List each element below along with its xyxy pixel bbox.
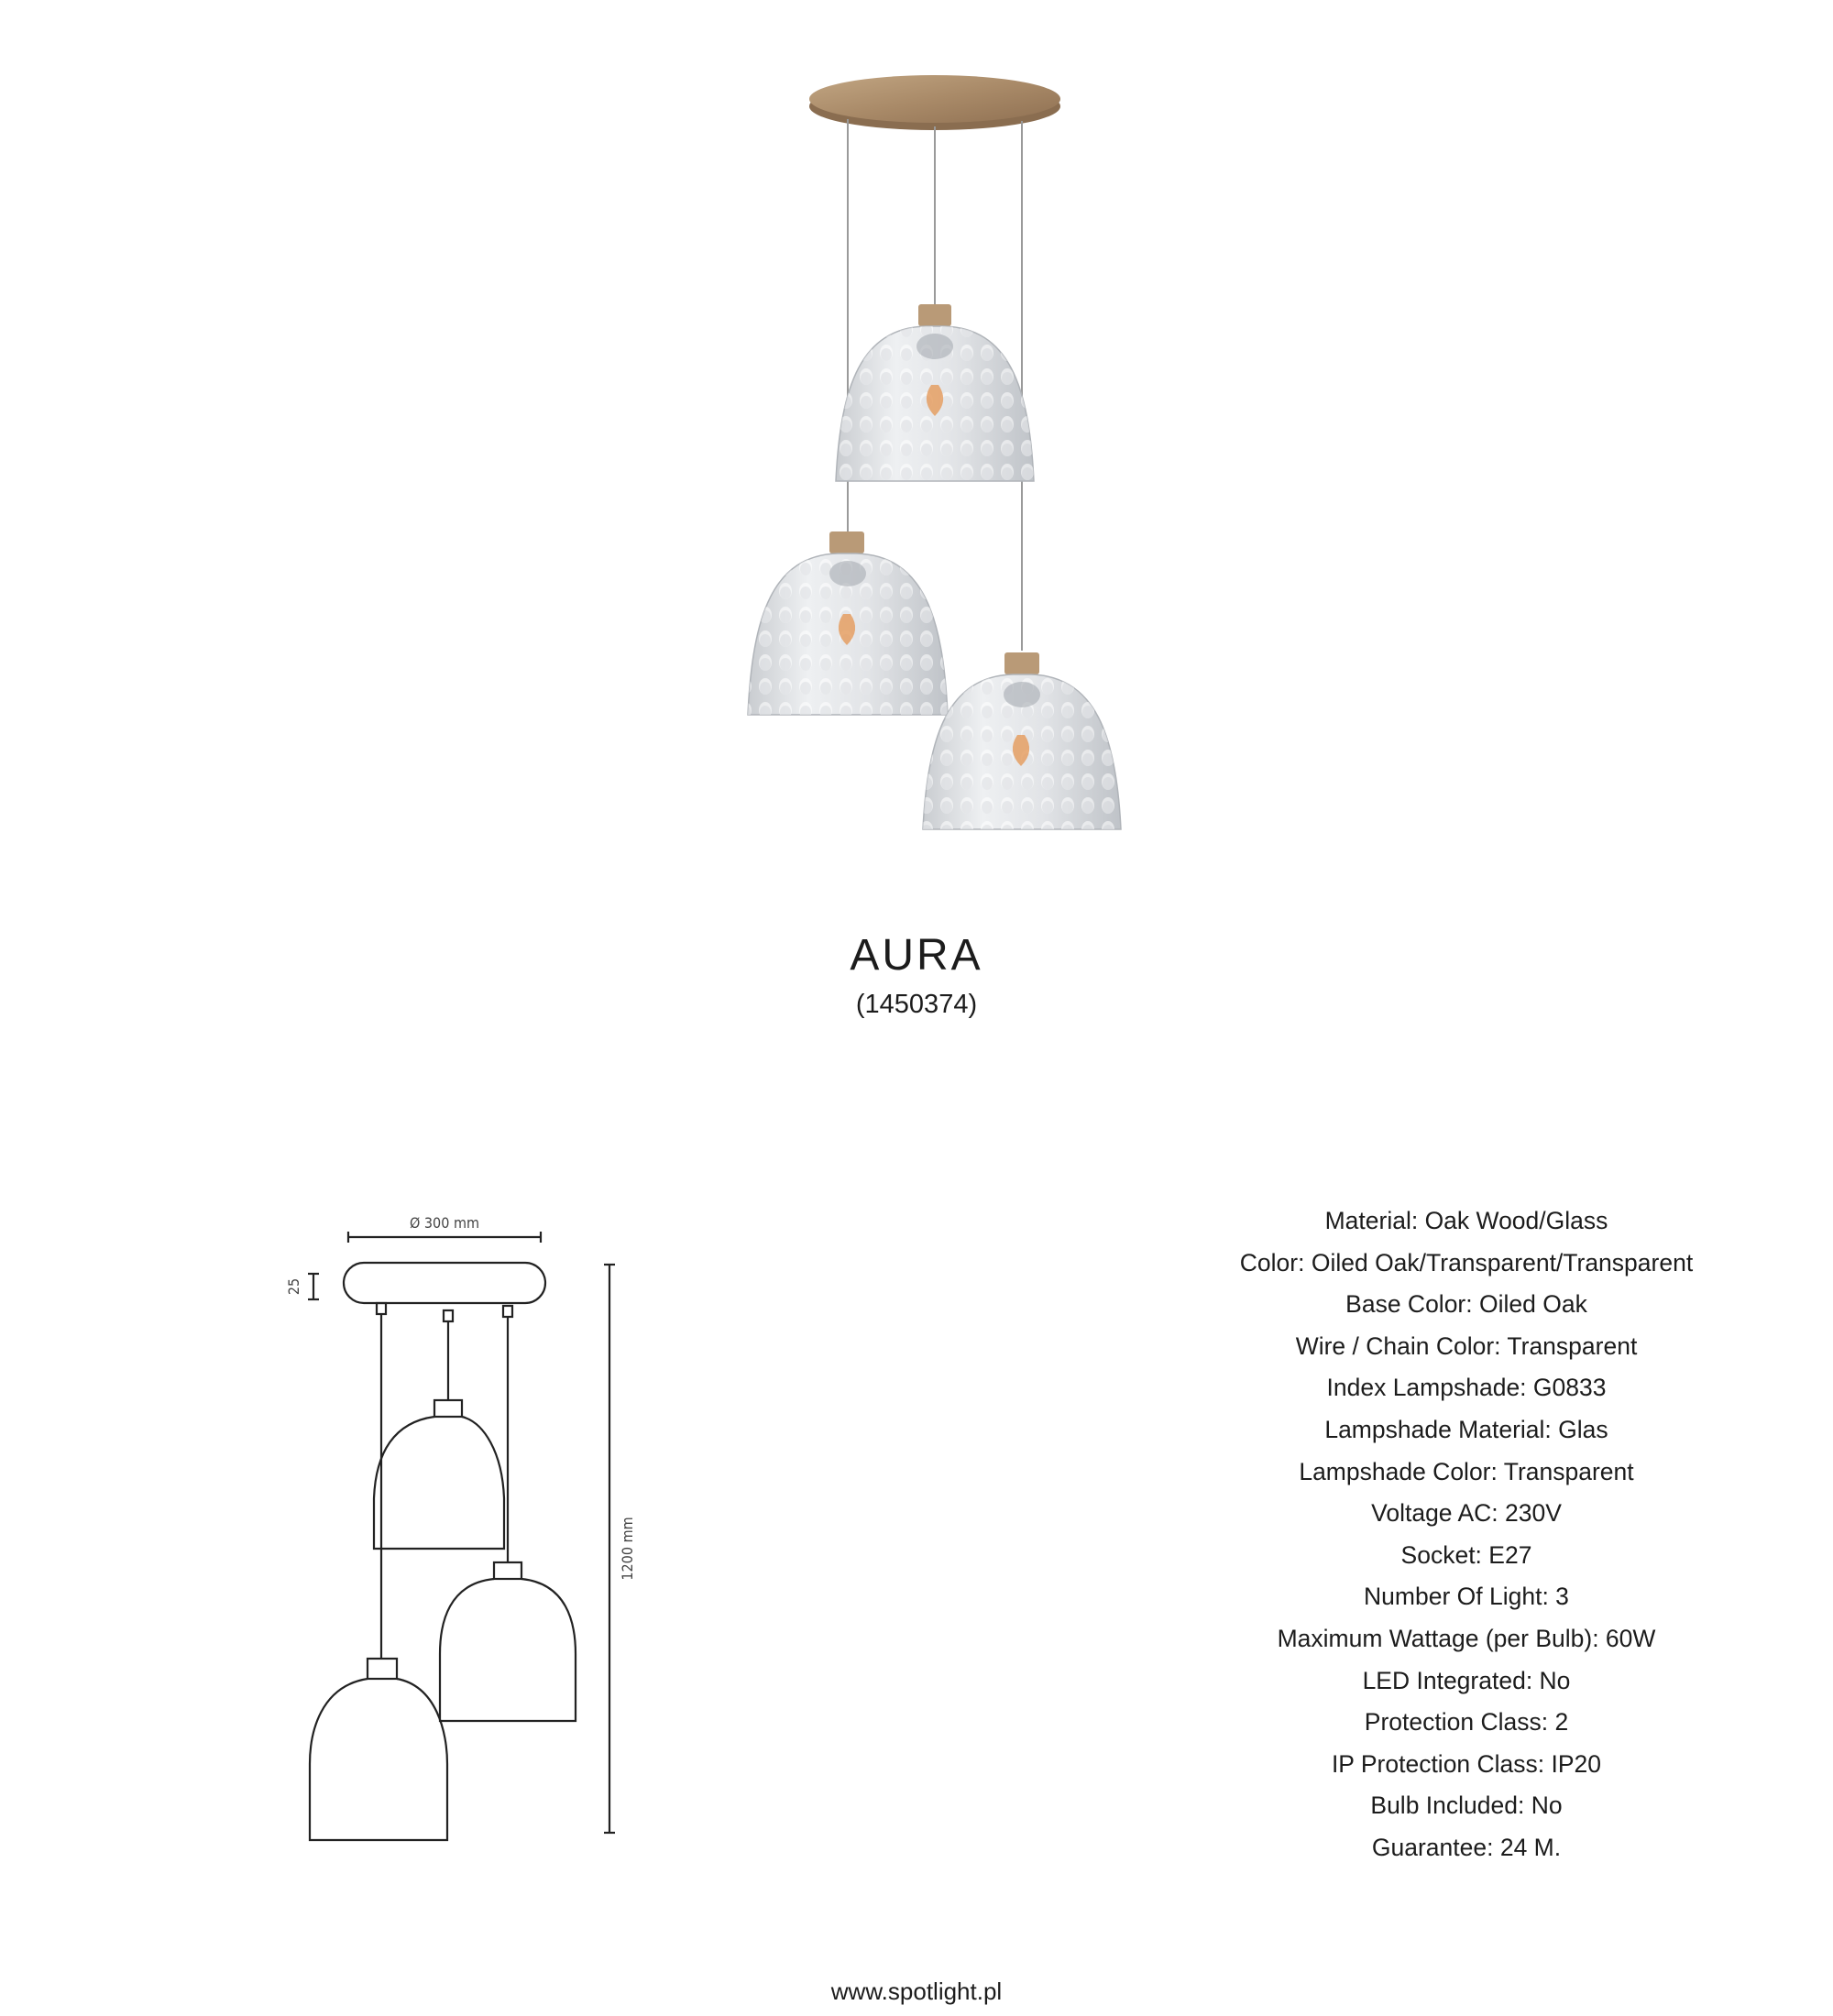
- glass-shade-top: [836, 304, 1034, 481]
- spec-item: Lampshade Material: Glas: [1324, 1415, 1608, 1443]
- product-code: (1450374): [855, 990, 978, 1019]
- height-label: 1200 mm: [619, 1517, 636, 1581]
- diameter-label: Ø 300 mm: [410, 1214, 479, 1232]
- spec-item: Number Of Light: 3: [1364, 1583, 1569, 1611]
- spec-item: Socket: E27: [1400, 1540, 1532, 1569]
- website-link[interactable]: www.spotlight.pl: [830, 1978, 1003, 2005]
- glass-shade-right: [923, 652, 1121, 829]
- product-name: AURA: [850, 931, 983, 980]
- product-photo: [715, 55, 1136, 880]
- glass-shade-left: [748, 531, 948, 715]
- spec-item: Color: Oiled Oak/Transparent/Transparent: [1239, 1248, 1694, 1276]
- spec-item: Base Color: Oiled Oak: [1345, 1290, 1587, 1319]
- spec-item: Wire / Chain Color: Transparent: [1295, 1331, 1638, 1360]
- spec-item: IP Protection Class: IP20: [1331, 1749, 1602, 1778]
- technical-drawing: [266, 1191, 669, 1851]
- spec-list: [1008, 1200, 1833, 1869]
- spec-item: LED Integrated: No: [1362, 1666, 1571, 1694]
- thickness-label: 25: [285, 1277, 302, 1296]
- spec-item: Bulb Included: No: [1370, 1791, 1563, 1820]
- spec-item: Lampshade Color: Transparent: [1299, 1457, 1634, 1485]
- spec-item: Material: Oak Wood/Glass: [1324, 1207, 1608, 1234]
- spec-item: Maximum Wattage (per Bulb): 60W: [1277, 1624, 1656, 1652]
- spec-item: Protection Class: 2: [1364, 1708, 1569, 1737]
- spec-item: Guarantee: 24 M.: [1371, 1833, 1562, 1861]
- spec-item: Index Lampshade: G0833: [1326, 1374, 1607, 1402]
- spec-item: Voltage AC: 230V: [1371, 1499, 1562, 1528]
